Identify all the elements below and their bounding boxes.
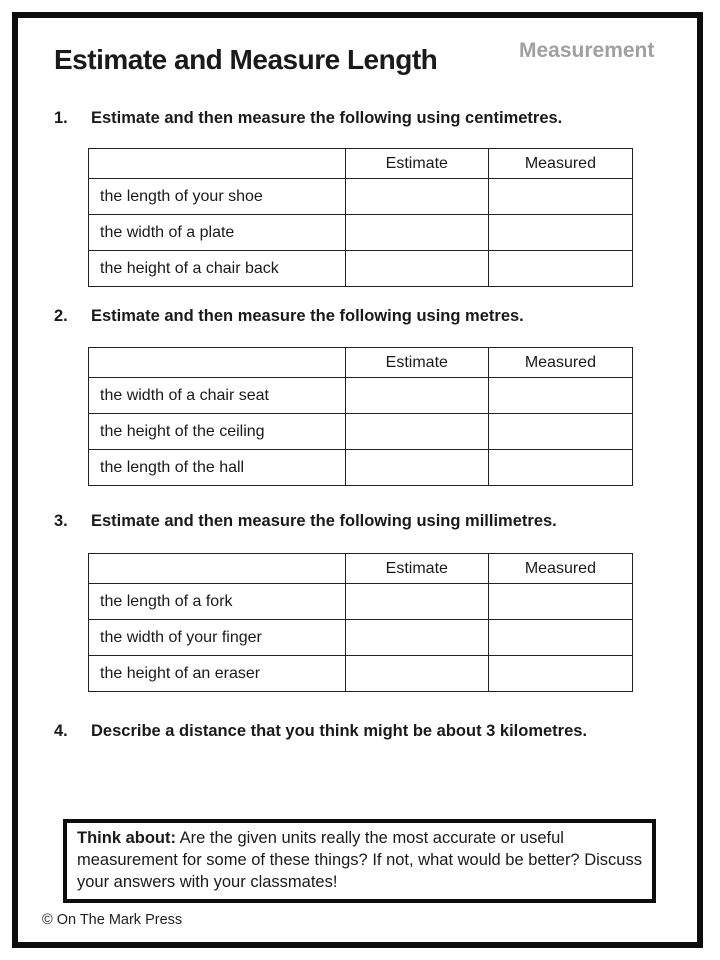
question-1 xyxy=(54,109,654,128)
think-about-label: Think about: xyxy=(77,829,176,847)
measured-cell xyxy=(488,378,632,414)
estimate-cell xyxy=(345,179,488,215)
measure-table-metres xyxy=(88,347,633,486)
measured-cell xyxy=(488,215,632,251)
question-1-text: Estimate and then measure the following using centimetres. xyxy=(91,109,563,127)
question-2-number: 2. xyxy=(54,307,68,325)
header-blank-cell xyxy=(89,348,346,378)
section-watermark: Measurement xyxy=(519,39,655,62)
estimate-cell xyxy=(345,251,488,287)
estimate-cell xyxy=(345,620,488,656)
table-header-row xyxy=(89,348,633,378)
header-blank-cell xyxy=(89,149,346,179)
table-row xyxy=(89,179,633,215)
table-row xyxy=(89,215,633,251)
question-3-number: 3. xyxy=(54,512,68,530)
question-4 xyxy=(54,722,654,741)
table-row xyxy=(89,584,633,620)
header-estimate: Estimate xyxy=(345,348,488,378)
row-label: the height of the ceiling xyxy=(89,414,346,450)
page-title: Estimate and Measure Length xyxy=(54,44,438,75)
row-label: the height of an eraser xyxy=(89,656,346,692)
row-label: the width of your finger xyxy=(89,620,346,656)
question-3-text: Estimate and then measure the following using millimetres. xyxy=(91,512,557,530)
measured-cell xyxy=(488,251,632,287)
table-header-row xyxy=(89,149,633,179)
row-label: the length of a fork xyxy=(89,584,346,620)
header-blank-cell xyxy=(89,554,346,584)
table-row xyxy=(89,656,633,692)
estimate-cell xyxy=(345,414,488,450)
row-label: the length of your shoe xyxy=(89,179,346,215)
estimate-cell xyxy=(345,656,488,692)
measured-cell xyxy=(488,414,632,450)
header-measured: Measured xyxy=(488,149,632,179)
row-label: the width of a plate xyxy=(89,215,346,251)
measure-table-millimetres xyxy=(88,553,633,692)
question-4-text: Describe a distance that you think might be about 3 kilometres. xyxy=(91,722,588,740)
header-measured: Measured xyxy=(488,348,632,378)
estimate-cell xyxy=(345,378,488,414)
row-label: the width of a chair seat xyxy=(89,378,346,414)
think-about-text: Are the given units really the most accurate or useful measurement for some of these things? If not, what would be better? Discuss your answers with your classmates! xyxy=(77,829,642,891)
estimate-cell xyxy=(345,215,488,251)
measured-cell xyxy=(488,584,632,620)
measured-cell xyxy=(488,656,632,692)
table-header-row xyxy=(89,554,633,584)
footer-credit: © On The Mark Press xyxy=(42,912,183,928)
table-row xyxy=(89,378,633,414)
question-2 xyxy=(54,307,654,326)
header-estimate: Estimate xyxy=(345,554,488,584)
think-about-box xyxy=(63,819,656,903)
question-2-text: Estimate and then measure the following using metres. xyxy=(91,307,524,325)
row-label: the length of the hall xyxy=(89,450,346,486)
estimate-cell xyxy=(345,584,488,620)
estimate-cell xyxy=(345,450,488,486)
table-row xyxy=(89,251,633,287)
question-1-number: 1. xyxy=(54,109,68,127)
measured-cell xyxy=(488,450,632,486)
measured-cell xyxy=(488,179,632,215)
question-4-number: 4. xyxy=(54,722,68,740)
measured-cell xyxy=(488,620,632,656)
table-row xyxy=(89,450,633,486)
table-row xyxy=(89,620,633,656)
row-label: the height of a chair back xyxy=(89,251,346,287)
header-measured: Measured xyxy=(488,554,632,584)
measure-table-centimetres xyxy=(88,148,633,287)
question-3 xyxy=(54,512,654,531)
table-row xyxy=(89,414,633,450)
header-estimate: Estimate xyxy=(345,149,488,179)
